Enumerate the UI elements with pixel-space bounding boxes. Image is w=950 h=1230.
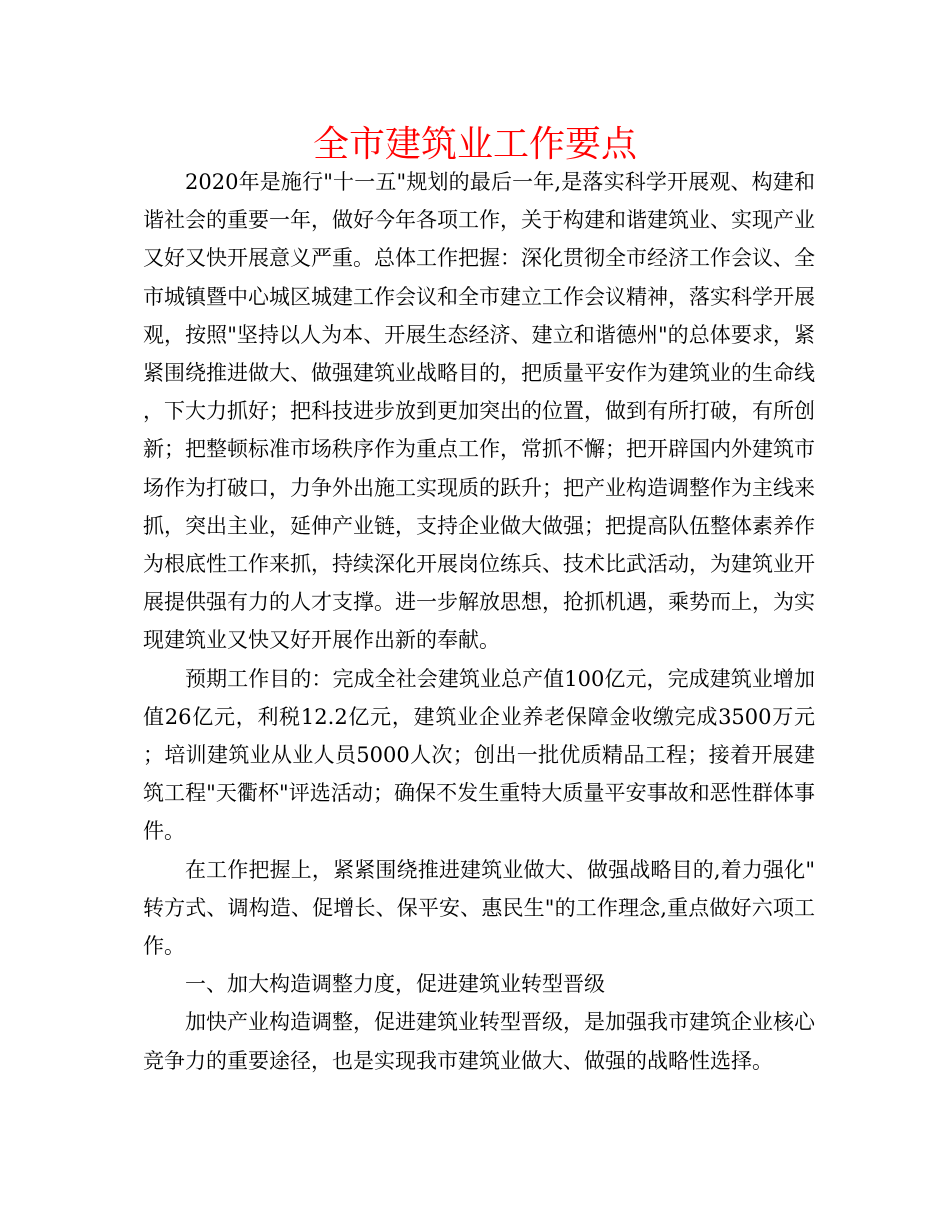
- paragraph-section-1: 加快产业构造调整，促进建筑业转型晋级，是加强我市建筑企业核心竞争力的重要途径，也是实现我市建筑业做大、做强的战略性选择。: [143, 1010, 815, 1073]
- document-title: 全市建筑业工作要点: [312, 124, 637, 165]
- section-heading-1: 一、加大构造调整力度，促进建筑业转型晋级: [185, 972, 605, 997]
- document-body: [143, 163, 815, 1080]
- paragraph-targets: 预期工作目的：完成全社会建筑业总产值100亿元，完成建筑业增加值26亿元，利税12.2亿元，建筑业企业养老保障金收缴完成3500万元；培训建筑业从业人员5000人次；创出一批优质精品工程；接着开展建筑工程"天衢杯"评选活动；确保不发生重特大质量平安事故和恶性群体事件。: [143, 666, 815, 844]
- paragraph-intro: 2020年是施行"十一五"规划的最后一年,是落实科学开展观、构建和谐社会的重要一年，做好今年各项工作，关于构建和谐建筑业、实现产业又好又快开展意义严重。总体工作把握：深化贯彻全市经济工作会议、全市城镇暨中心城区城建工作会议和全市建立工作会议精神，落实科学开展观，按照"坚持以人为本、开展生态经济、建立和谐德州"的总体要求，紧紧围绕推进做大、做强建筑业战略目的，把质量平安作为建筑业的生命线，下大力抓好；把科技进步放到更加突出的位置，做到有所打破，有所创新；把整顿标准市场秩序作为重点工作，常抓不懈；把开辟国内外建筑市场作为打破口，力争外出施工实现质的跃升；把产业构造调整作为主线来抓，突出主业，延伸产业链，支持企业做大做强；把提高队伍整体素养作为根底性工作来抓，持续深化开展岗位练兵、技术比武活动，为建筑业开展提供强有力的人才支撑。进一步解放思想，抢抓机遇，乘势而上，为实现建筑业又快又好开展作出新的奉献。: [143, 170, 815, 653]
- paragraph-approach: 在工作把握上，紧紧围绕推进建筑业做大、做强战略目的,着力强化"转方式、调构造、促增长、保平安、惠民生"的工作理念,重点做好六项工作。: [143, 857, 815, 959]
